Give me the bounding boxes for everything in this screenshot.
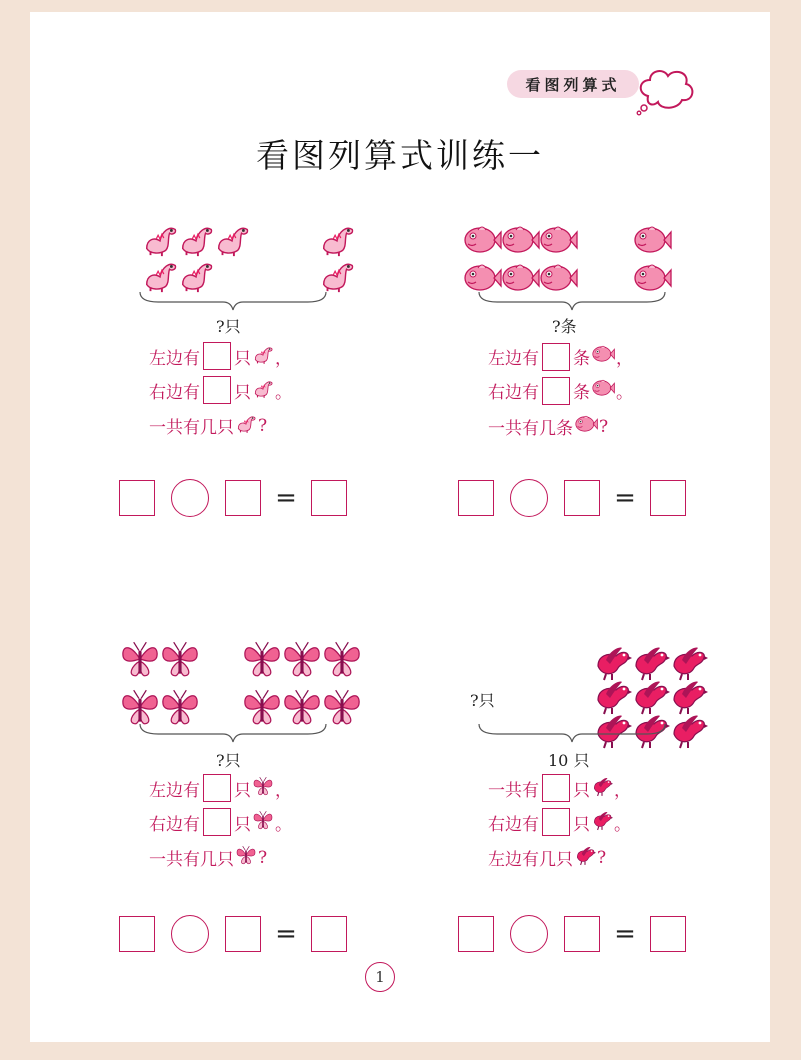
worksheet-page: [30, 12, 770, 1042]
operator-circle[interactable]: [171, 915, 209, 953]
answer-blank[interactable]: [203, 376, 231, 404]
question-line-1: 左边有 条 ，: [488, 342, 633, 371]
picture-group: [113, 210, 413, 330]
question-line-1: 一共有 只 ，: [488, 774, 631, 802]
total-label: ?只: [216, 317, 241, 336]
equation-row: [113, 914, 413, 954]
equation-row: [452, 914, 752, 954]
problem-4: [452, 630, 752, 960]
operand-box[interactable]: [564, 480, 600, 516]
answer-blank[interactable]: [203, 774, 231, 802]
question-line-1: 左边有 只 ，: [149, 342, 292, 370]
operand-box[interactable]: [564, 916, 600, 952]
brace: [138, 722, 328, 744]
total-label: ?只: [216, 751, 241, 770]
speech-cloud-icon: [636, 66, 698, 116]
result-box[interactable]: [650, 916, 686, 952]
equation-row: [452, 478, 752, 518]
equals-sign: =: [275, 919, 297, 949]
operator-circle[interactable]: [510, 479, 548, 517]
butterfly-icon: [281, 638, 323, 684]
equals-sign: =: [275, 483, 297, 513]
question-line-2: 右边有 只 。: [488, 808, 631, 836]
operand-box[interactable]: [458, 480, 494, 516]
problem-1: [113, 210, 413, 540]
dinosaur-icon: [252, 343, 274, 370]
question-line-1: 左边有 只 ，: [149, 774, 292, 802]
equals-sign: =: [614, 919, 636, 949]
brace: [477, 722, 667, 744]
butterfly-icon: [119, 638, 161, 684]
answer-blank[interactable]: [203, 808, 231, 836]
bird-icon: [668, 710, 708, 754]
operand-box[interactable]: [119, 916, 155, 952]
total-label: 10 只: [548, 751, 590, 770]
equals-sign: =: [614, 483, 636, 513]
question-line-3: 一共有几条 ?: [488, 412, 608, 441]
equation-row: [113, 478, 413, 518]
dinosaur-icon: [252, 377, 274, 404]
answer-blank[interactable]: [542, 774, 570, 802]
butterfly-icon: [252, 809, 274, 836]
operator-circle[interactable]: [171, 479, 209, 517]
brace: [138, 290, 328, 312]
butterfly-icon: [241, 638, 283, 684]
question-line-2: 右边有 只 。: [149, 376, 292, 404]
question-line-3: 左边有几只 ?: [488, 844, 606, 871]
answer-blank[interactable]: [542, 377, 570, 405]
dinosaur-icon: [213, 220, 251, 262]
total-label: ?条: [552, 317, 577, 336]
operand-box[interactable]: [225, 916, 261, 952]
answer-blank[interactable]: [203, 342, 231, 370]
bird-icon: [591, 809, 613, 836]
result-box[interactable]: [311, 480, 347, 516]
page-title: 看图列算式训练一: [256, 136, 544, 175]
butterfly-icon: [252, 775, 274, 802]
result-box[interactable]: [311, 916, 347, 952]
bird-icon: [591, 775, 613, 802]
butterfly-icon: [159, 638, 201, 684]
butterfly-icon: [235, 844, 257, 871]
section-badge: 看图列算式: [507, 70, 639, 98]
answer-blank[interactable]: [542, 343, 570, 371]
fish-icon: [591, 342, 615, 371]
question-line-2: 右边有 只 。: [149, 808, 292, 836]
operand-box[interactable]: [225, 480, 261, 516]
unknown-label: ?只: [470, 691, 495, 710]
dinosaur-icon: [235, 412, 257, 439]
answer-blank[interactable]: [542, 808, 570, 836]
question-line-3: 一共有几只 ?: [149, 844, 267, 871]
question-line-3: 一共有几只 ?: [149, 412, 267, 439]
result-box[interactable]: [650, 480, 686, 516]
fish-icon: [591, 376, 615, 405]
question-line-2: 右边有 条 。: [488, 376, 633, 405]
operator-circle[interactable]: [510, 915, 548, 953]
page-number: 1: [365, 962, 395, 992]
problem-2: [452, 210, 752, 540]
problem-3: [113, 630, 413, 960]
fish-icon: [574, 412, 598, 441]
butterfly-icon: [321, 638, 363, 684]
brace: [477, 290, 667, 312]
operand-box[interactable]: [458, 916, 494, 952]
picture-group: [452, 210, 752, 330]
operand-box[interactable]: [119, 480, 155, 516]
bird-icon: [574, 844, 596, 871]
